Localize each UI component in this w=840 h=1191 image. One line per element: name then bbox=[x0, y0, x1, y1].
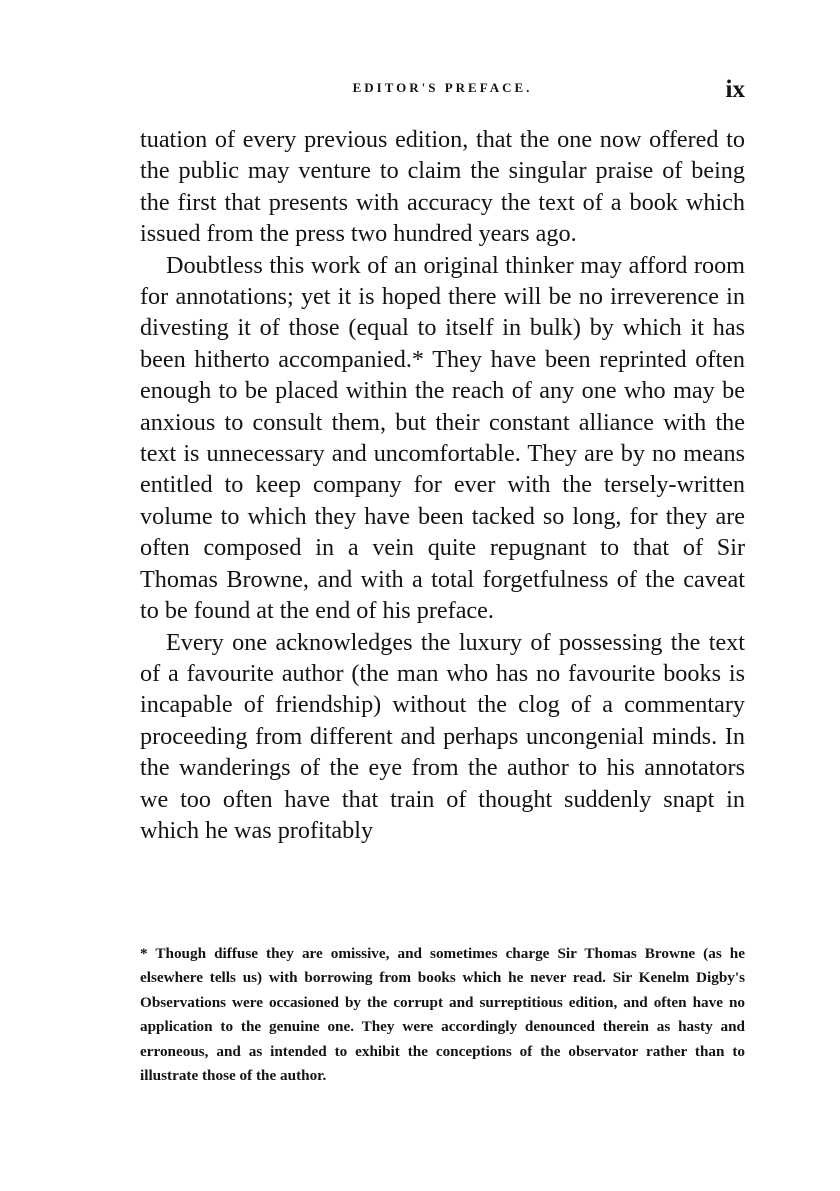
footnote-mark: * bbox=[140, 945, 148, 962]
running-title: EDITOR'S PREFACE. bbox=[352, 80, 533, 95]
body-text bbox=[140, 124, 745, 846]
paragraph-annotations: Doubtless this work of an original thinker may afford room for annotations; yet it is hoped there will be no irreverence in divesting it of those (equal to itself in bulk) by which it has been hitherto accompanied.* They have been reprinted often enough to be placed within the reach of any one who may be anxious to consult them, but their constant alliance with the text is unnecessary and uncomfortable. They are by no means entitled to keep company for ever with the tersely-written volume to which they have been tacked so long, for they are often composed in a vein quite repugnant to that of Sir Thomas Browne, and with a total forgetfulness of the caveat to be found at the end of his preface. bbox=[140, 251, 745, 625]
footnote-text: Though diffuse they are omissive, and sometimes charge Sir Thomas Browne (as he elsewhere tells us) with borrowing from books which he never read. Sir Kenelm Digby's Observations were occasioned by the corrupt and surreptitious edition, and often have no application to the genuine one. They were accordingly denounced therein as hasty and erroneous, and as intended to exhibit the conceptions of the observator rather than to illustrate those of the author. bbox=[140, 945, 745, 1085]
paragraph-favourite-author: Every one acknowledges the luxury of possessing the text of a favourite author (the man who has no favourite books is incapable of friendship) without the clog of a commentary proceeding from different and perhaps uncongenial minds. In the wanderings of the eye from the author to his annotators we too often have that train of thought suddenly snapt in which he was profitably bbox=[140, 628, 745, 844]
footnotes bbox=[140, 942, 745, 1088]
footnote bbox=[140, 942, 745, 1088]
paragraph-continuation: tuation of every previous edition, that the one now offered to the public may venture to claim the singular praise of being the first that presents with accuracy the text of a book which issued from the press two hundred years ago. bbox=[140, 126, 745, 248]
page-number: ix bbox=[725, 76, 745, 103]
running-head bbox=[140, 76, 745, 104]
